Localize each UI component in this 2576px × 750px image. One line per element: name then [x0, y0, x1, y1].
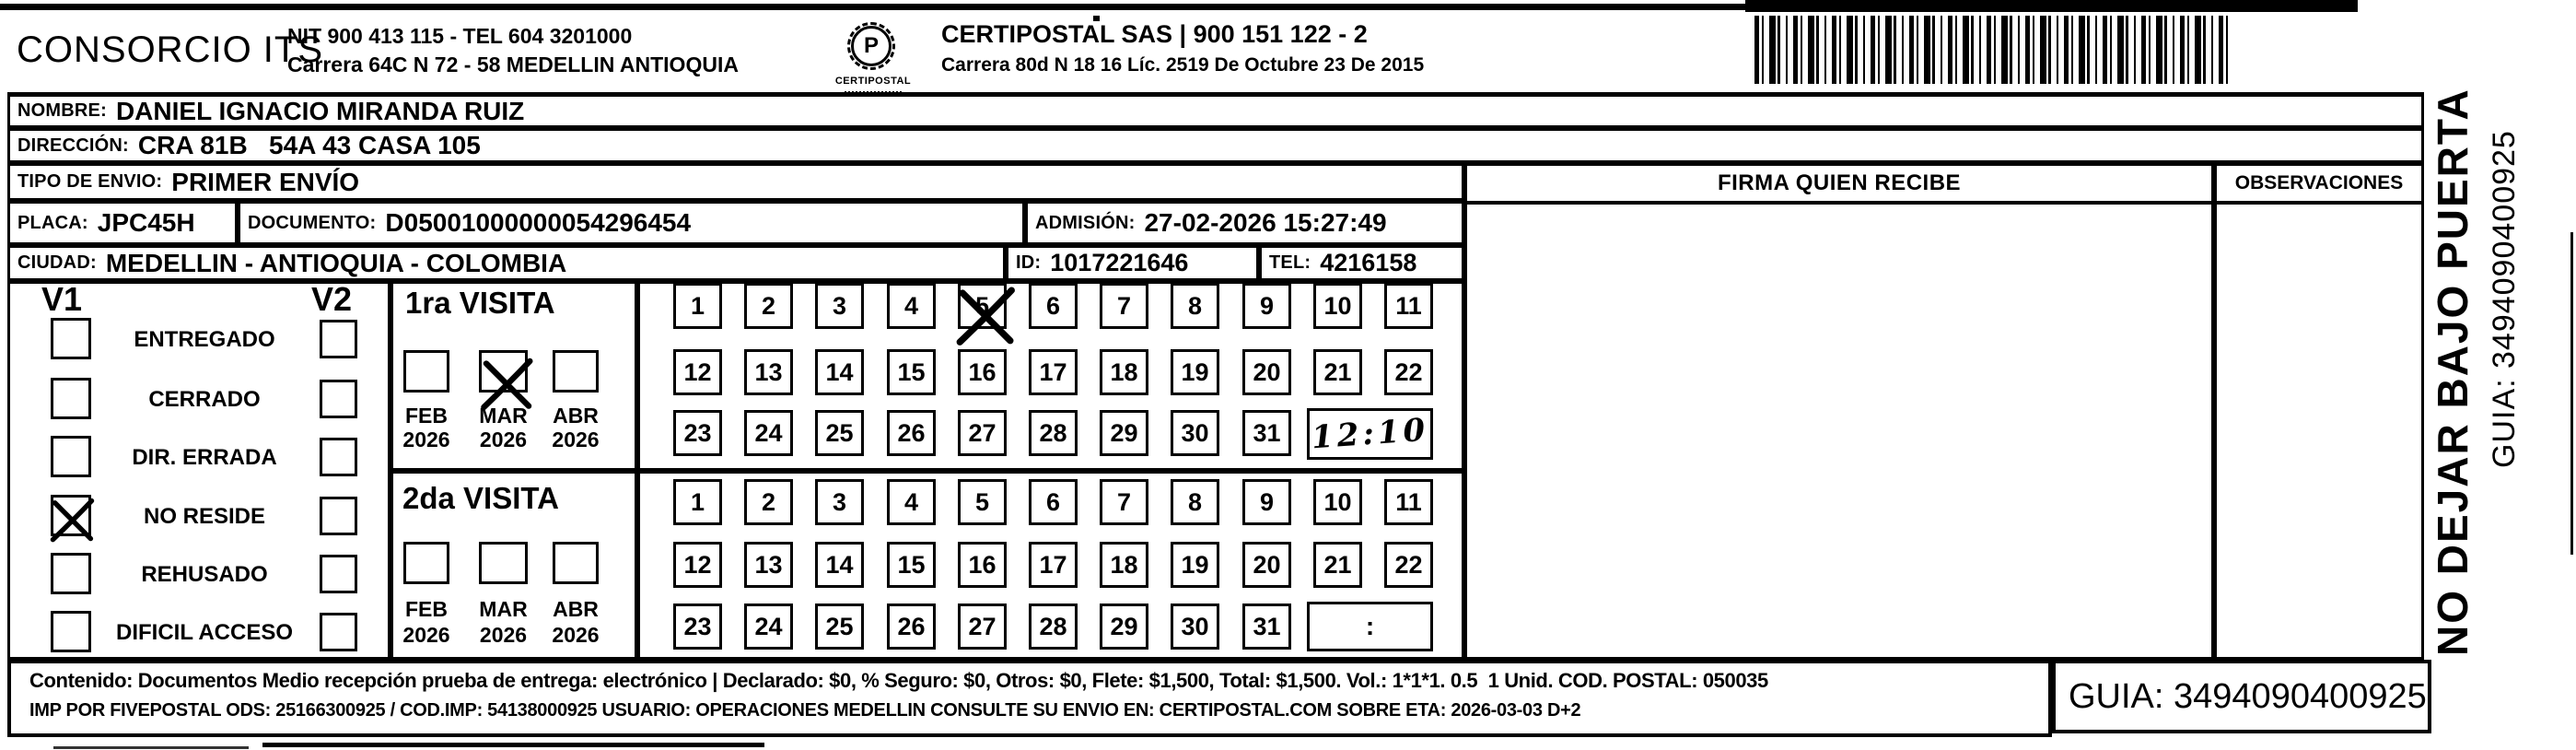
status-option-label: DIFICIL ACCESO [115, 620, 294, 645]
admision-value: 27-02-2026 15:27:49 [1144, 208, 1387, 237]
day-cell-10: 10 [1313, 283, 1362, 329]
day-cell-7: 7 [1100, 283, 1148, 329]
day-cell-17: 17 [1029, 349, 1078, 395]
day-cell-14: 14 [815, 542, 864, 588]
day-cell-24: 24 [744, 604, 793, 650]
day-cell-6: 6 [1029, 283, 1078, 329]
tipo-envio-label: TIPO DE ENVIO: [17, 171, 163, 192]
v1-checkbox-cerrado [51, 378, 91, 419]
day-cell-13: 13 [744, 542, 793, 588]
day-cell-27: 27 [958, 604, 1007, 650]
field-documento [238, 201, 1025, 245]
day-cell-16: 16 [958, 542, 1007, 588]
status-option-label: ENTREGADO [134, 327, 275, 352]
v2-checkbox-dir-errada [320, 438, 357, 476]
v2-checkbox-cerrado [320, 380, 357, 418]
footer-guia: GUIA: 3494090400925 [2069, 676, 2427, 716]
scan-artifact-top-line-thick [1745, 0, 2358, 12]
handwritten-x [48, 494, 98, 544]
day-cell-18: 18 [1100, 349, 1148, 395]
day-cell-26: 26 [887, 604, 936, 650]
month-label: MAR [479, 597, 528, 621]
day-cell-25: 25 [815, 604, 864, 650]
field-ciudad [7, 245, 1006, 281]
day-cell-12: 12 [673, 542, 722, 588]
side-strip-no-dejar: NO DEJAR BAJO PUERTA [2429, 88, 2477, 656]
year-label: 2026 [479, 428, 528, 451]
year-label: 2026 [552, 428, 600, 451]
month-checkbox-abr [553, 542, 599, 584]
day-cell-29: 29 [1100, 410, 1148, 456]
day-cell-31: 31 [1242, 410, 1291, 456]
day-cell-19: 19 [1171, 349, 1219, 395]
month-label: ABR [553, 597, 599, 621]
status-option-label: CERRADO [148, 387, 261, 412]
day-cell-7: 7 [1100, 479, 1148, 525]
day-cell-9: 9 [1242, 479, 1291, 525]
day-cell-12: 12 [673, 349, 722, 395]
day-cell-16: 16 [958, 349, 1007, 395]
year-label: 2026 [552, 623, 600, 647]
day-cell-2: 2 [744, 479, 793, 525]
day-cell-23: 23 [673, 410, 722, 456]
day-cell-14: 14 [815, 349, 864, 395]
status-option-label: DIR. ERRADA [132, 445, 277, 470]
handwritten-time: 12:10 [1310, 411, 1430, 457]
ciudad-value: MEDELLIN - ANTIOQUIA - COLOMBIA [105, 248, 567, 277]
observaciones-header-box [2214, 163, 2424, 205]
side-strip-guia: GUIA: 3494090400925 [2487, 130, 2522, 468]
day-cell-3: 3 [815, 283, 864, 329]
year-label: 2026 [479, 623, 528, 647]
scan-artifact-bottom-line [262, 743, 764, 747]
footer-content-box [7, 660, 2052, 737]
ciudad-label: CIUDAD: [17, 252, 97, 273]
company-nit-line2: Carrera 64C N 72 - 58 MEDELLIN ANTIOQUIA [287, 53, 739, 76]
field-placa [7, 201, 238, 245]
company-nit-block [287, 22, 739, 79]
day-cell-1: 1 [673, 283, 722, 329]
field-tipo-envio [7, 163, 1464, 201]
admision-label: ADMISIÓN: [1035, 212, 1136, 233]
certipostal-line1: CERTIPOSTAL SAS | 900 151 122 - 2 [941, 20, 1368, 48]
day-cell-27: 27 [958, 410, 1007, 456]
day-cell-20: 20 [1242, 542, 1291, 588]
first-visit-title: 1ra VISITA [405, 286, 555, 320]
direccion-value: CRA 81B 54A 43 CASA 105 [137, 131, 481, 159]
day-cell-5: 5 [958, 283, 1007, 329]
day-cell-2: 2 [744, 283, 793, 329]
month-checkbox-mar [479, 542, 528, 584]
id-value: 1017221646 [1050, 249, 1189, 276]
day-cell-5: 5 [958, 479, 1007, 525]
day-cell-24: 24 [744, 410, 793, 456]
certipostal-header-block [941, 20, 1424, 76]
v2-checkbox-entregado [320, 320, 357, 358]
day-cell-10: 10 [1313, 479, 1362, 525]
year-label: 2026 [402, 623, 450, 647]
certipostal-logo-icon: P [847, 22, 895, 70]
day-cell-13: 13 [744, 349, 793, 395]
day-cell-26: 26 [887, 410, 936, 456]
day-cell-21: 21 [1313, 542, 1362, 588]
day-cell-3: 3 [815, 479, 864, 525]
tipo-envio-value: PRIMER ENVÍO [171, 167, 360, 196]
company-nit-line1: NIT 900 413 115 - TEL 604 3201000 [287, 24, 633, 48]
company-name: CONSORCIO ITS [17, 29, 324, 70]
status-option-label: REHUSADO [141, 562, 268, 587]
day-cell-21: 21 [1313, 349, 1362, 395]
v1-checkbox-entregado [51, 318, 91, 359]
day-cell-18: 18 [1100, 542, 1148, 588]
day-cell-6: 6 [1029, 479, 1078, 525]
day-cell-28: 28 [1029, 410, 1078, 456]
footer-line2: IMP POR FIVEPOSTAL ODS: 25166300925 / COD.IMP: 54138000925 USUARIO: OPERACIONES MEDELLIN CONSULTE SU ENVIO EN: CERTIPOSTAL.COM SOBRE ETA: 2026-03-03 D+2 [29, 700, 1581, 721]
day-cell-30: 30 [1171, 410, 1219, 456]
documento-value: D05001000000054296454 [385, 208, 692, 237]
observaciones-header: OBSERVACIONES [2234, 172, 2404, 193]
day-cell-20: 20 [1242, 349, 1291, 395]
day-cell-4: 4 [887, 479, 936, 525]
field-admision [1025, 201, 1464, 245]
scan-artifact-right-edge [2570, 232, 2573, 555]
day-cell-19: 19 [1171, 542, 1219, 588]
month-checkbox-feb [403, 542, 449, 584]
day-cell-22: 22 [1384, 542, 1433, 588]
v1-header: V1 [41, 280, 83, 318]
nombre-label: NOMBRE: [17, 100, 107, 121]
documento-label: DOCUMENTO: [248, 212, 377, 233]
day-cell-11: 11 [1384, 283, 1433, 329]
day-cell-29: 29 [1100, 604, 1148, 650]
month-label: ABR [553, 404, 599, 428]
year-label: 2026 [402, 428, 450, 451]
direccion-label: DIRECCIÓN: [17, 135, 129, 156]
month-checkbox-mar [479, 350, 528, 393]
footer-line1: Contenido: Documentos Medio recepción prueba de entrega: electrónico | Declarado: $0, % Seguro: $0, Otros: $0, Flete: $1,500, Total: $1,500. Vol.: 1*1*1. 0.5 1 Unid. COD. POSTAL: 050035 [29, 669, 1768, 692]
day-cell-25: 25 [815, 410, 864, 456]
v2-header: V2 [311, 280, 353, 318]
month-label: FEB [405, 404, 448, 428]
day-cell-9: 9 [1242, 283, 1291, 329]
field-nombre [7, 92, 2424, 128]
day-cell-1: 1 [673, 479, 722, 525]
v2-checkbox-rehusado [320, 555, 357, 593]
time-placeholder: : [1365, 612, 1375, 640]
tel-label: TEL: [1269, 252, 1311, 273]
month-checkbox-abr [553, 350, 599, 393]
day-cell-8: 8 [1171, 479, 1219, 525]
field-tel [1259, 245, 1464, 281]
day-cell-17: 17 [1029, 542, 1078, 588]
field-id [1006, 245, 1259, 281]
day-cell-28: 28 [1029, 604, 1078, 650]
tracking-barcode [1754, 16, 2229, 84]
status-option-label: NO RESIDE [143, 504, 266, 529]
second-visit-time-cell [1307, 602, 1433, 651]
v1-checkbox-dificil-acceso [51, 611, 91, 652]
firma-column [1464, 163, 2214, 660]
month-label: FEB [405, 597, 448, 621]
second-visit-title: 2da VISITA [402, 481, 559, 515]
nombre-value: DANIEL IGNACIO MIRANDA RUIZ [115, 96, 525, 125]
day-cell-22: 22 [1384, 349, 1433, 395]
scan-artifact-bottom-line2 [53, 746, 249, 749]
month-checkbox-feb [403, 350, 449, 393]
firma-header: FIRMA QUIEN RECIBE [1717, 170, 1962, 195]
handwritten-x [953, 280, 1020, 348]
field-direccion [7, 128, 2424, 163]
day-cell-8: 8 [1171, 283, 1219, 329]
firma-header-box [1464, 163, 2214, 205]
day-cell-4: 4 [887, 283, 936, 329]
v2-checkbox-no-reside [320, 497, 357, 535]
v2-checkbox-dificil-acceso [320, 613, 357, 651]
observaciones-column [2214, 163, 2424, 660]
placa-label: PLACA: [17, 212, 88, 233]
day-cell-15: 15 [887, 542, 936, 588]
day-cell-30: 30 [1171, 604, 1219, 650]
certipostal-line2: Carrera 80d N 18 16 Líc. 2519 De Octubre 23 De 2015 [941, 54, 1425, 76]
v1-checkbox-rehusado [51, 553, 91, 594]
first-visit-time-cell [1307, 408, 1433, 460]
day-cell-11: 11 [1384, 479, 1433, 525]
footer-guia-box [2052, 660, 2431, 733]
day-cell-31: 31 [1242, 604, 1291, 650]
id-label: ID: [1016, 252, 1042, 273]
day-cell-23: 23 [673, 604, 722, 650]
certipostal-logo-caption: CERTIPOSTAL [834, 76, 912, 87]
month-label: MAR [479, 404, 528, 428]
v1-checkbox-no-reside [51, 495, 91, 536]
tel-value: 4216158 [1320, 249, 1417, 276]
v1-checkbox-dir-errada [51, 436, 91, 477]
placa-value: JPC45H [97, 208, 195, 237]
day-cell-15: 15 [887, 349, 936, 395]
